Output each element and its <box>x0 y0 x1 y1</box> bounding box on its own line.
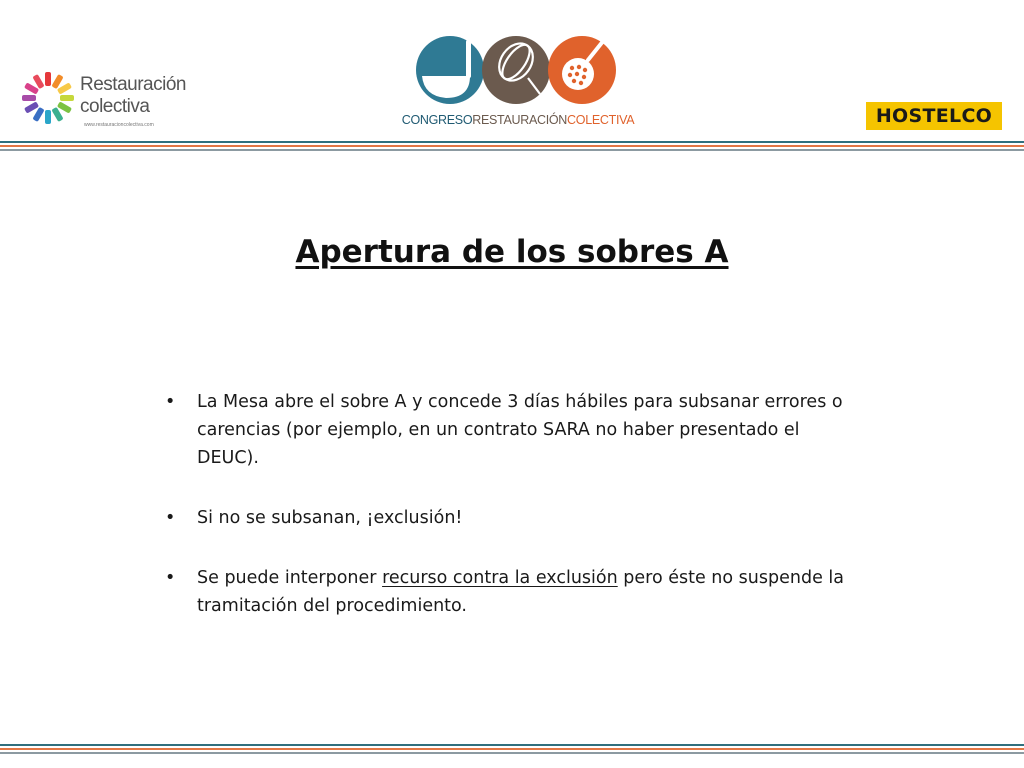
congreso-caption-part2: RESTAURACIÓN <box>472 113 568 127</box>
bullet-underlined-text: recurso contra la exclusión <box>382 568 618 588</box>
divider-stripe-gray <box>0 752 1024 754</box>
bullet-text-before: Se puede interponer <box>197 568 383 588</box>
flower-logo-icon <box>18 66 82 130</box>
bullet-text <box>197 568 844 616</box>
bullet-text: Si no se subsanan, ¡exclusión! <box>197 508 463 528</box>
bullet-text: La Mesa abre el sobre A y concede 3 días hábiles para subsanar errores o carencias (por ejemplo, en un contrato SARA no haber presentado el DEUC). <box>197 392 843 468</box>
divider-stripe-gray <box>0 149 1024 151</box>
hostelco-logo: HOSTELCO <box>866 102 1002 130</box>
divider-stripe-orange <box>0 145 1024 147</box>
congreso-circles-icon <box>412 30 624 108</box>
divider-stripe-teal <box>0 744 1024 746</box>
congreso-caption <box>396 113 640 127</box>
header-divider <box>0 141 1024 153</box>
logo-url-text: www.restauracioncolectiva.com <box>84 122 154 128</box>
slide-title: Apertura de los sobres A <box>295 234 729 270</box>
divider-stripe-orange <box>0 748 1024 750</box>
footer-divider <box>0 744 1024 756</box>
list-item <box>165 388 865 472</box>
congreso-caption-part3: COLECTIVA <box>567 113 635 127</box>
bullet-text-after: pero éste no suspende la tramitación del procedimiento. <box>197 568 844 616</box>
congreso-caption-part1: CONGRESO <box>401 113 473 127</box>
bullet-list <box>165 388 865 652</box>
bullet-icon: • <box>165 508 176 528</box>
congreso-restauracion-colectiva-logo <box>396 30 640 130</box>
bullet-icon: • <box>165 568 176 588</box>
divider-stripe-teal <box>0 141 1024 143</box>
colectiva-logo-text: colectiva <box>80 96 150 117</box>
restauracion-colectiva-logo <box>18 66 186 132</box>
restauracion-logo-text: Restauración <box>80 74 186 95</box>
list-item <box>165 504 865 532</box>
list-item <box>165 564 865 620</box>
bullet-icon: • <box>165 392 176 412</box>
